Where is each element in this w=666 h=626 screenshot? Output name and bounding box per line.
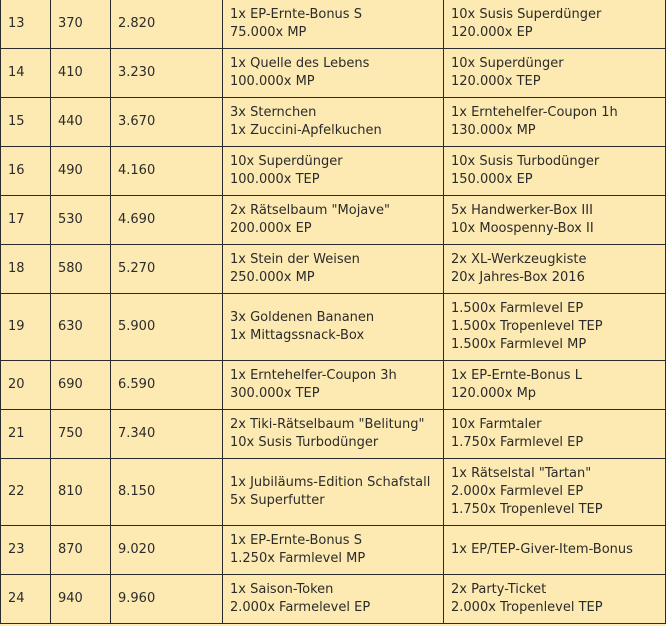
reward-2-cell	[444, 361, 666, 410]
value-b-cell: 9.020	[111, 526, 223, 575]
reward-line: 1x EP/TEP-Giver-Item-Bonus	[451, 542, 633, 557]
reward-2-cell	[444, 294, 666, 361]
reward-line: 5x Superfutter	[230, 493, 325, 508]
reward-line: 2x Party-Ticket	[451, 582, 547, 597]
level-cell: 17	[1, 196, 51, 245]
reward-line: 1x Mittagssnack-Box	[230, 328, 365, 343]
reward-2-cell	[444, 410, 666, 459]
reward-2-cell	[444, 0, 666, 49]
value-a-cell: 370	[51, 0, 111, 49]
table-row	[1, 147, 666, 196]
value-b-cell: 4.160	[111, 147, 223, 196]
level-cell: 14	[1, 49, 51, 98]
reward-line: 200.000x EP	[230, 221, 312, 236]
table-row	[1, 294, 666, 361]
reward-1-cell	[223, 294, 444, 361]
reward-2-cell	[444, 49, 666, 98]
reward-line: 150.000x EP	[451, 172, 533, 187]
reward-2-cell	[444, 196, 666, 245]
value-a-cell: 810	[51, 459, 111, 526]
reward-line: 120.000x Mp	[451, 386, 537, 401]
table-row	[1, 49, 666, 98]
reward-2-cell	[444, 526, 666, 575]
rewards-table-body	[1, 0, 666, 624]
reward-line: 10x Farmtaler	[451, 417, 542, 432]
reward-line: 2.000x Farmelevel EP	[230, 600, 371, 615]
level-cell: 23	[1, 526, 51, 575]
value-a-cell: 940	[51, 575, 111, 624]
value-b-cell: 7.340	[111, 410, 223, 459]
value-b-cell: 4.690	[111, 196, 223, 245]
reward-line: 1x Jubiläums-Edition Schafstall	[230, 475, 431, 490]
table-row	[1, 526, 666, 575]
value-b-cell: 3.230	[111, 49, 223, 98]
reward-line: 1x EP-Ernte-Bonus S	[230, 533, 362, 548]
reward-line: 120.000x EP	[451, 25, 533, 40]
reward-1-cell	[223, 526, 444, 575]
table-row	[1, 575, 666, 624]
reward-line: 1.500x Tropenlevel TEP	[451, 319, 603, 334]
reward-line: 130.000x MP	[451, 123, 536, 138]
reward-1-cell	[223, 459, 444, 526]
reward-line: 10x Superdünger	[230, 154, 343, 169]
reward-1-cell	[223, 49, 444, 98]
level-cell: 20	[1, 361, 51, 410]
value-a-cell: 530	[51, 196, 111, 245]
reward-2-cell	[444, 147, 666, 196]
table-row	[1, 361, 666, 410]
reward-line: 1x Rätselstal "Tartan"	[451, 466, 592, 481]
reward-line: 5x Handwerker-Box III	[451, 203, 593, 218]
level-cell: 16	[1, 147, 51, 196]
level-cell: 19	[1, 294, 51, 361]
reward-line: 10x Moospenny-Box II	[451, 221, 594, 236]
reward-line: 1x Erntehelfer-Coupon 3h	[230, 368, 397, 383]
reward-line: 75.000x MP	[230, 25, 307, 40]
value-a-cell: 630	[51, 294, 111, 361]
reward-2-cell	[444, 459, 666, 526]
value-a-cell: 490	[51, 147, 111, 196]
level-cell: 21	[1, 410, 51, 459]
reward-line: 2.000x Farmlevel EP	[451, 484, 584, 499]
reward-line: 1.250x Farmlevel MP	[230, 551, 366, 566]
reward-line: 2x Tiki-Rätselbaum "Belitung"	[230, 417, 425, 432]
reward-line: 1x Erntehelfer-Coupon 1h	[451, 105, 618, 120]
reward-1-cell	[223, 147, 444, 196]
reward-2-cell	[444, 245, 666, 294]
reward-line: 20x Jahres-Box 2016	[451, 270, 585, 285]
table-row	[1, 410, 666, 459]
reward-line: 250.000x MP	[230, 270, 315, 285]
value-b-cell: 2.820	[111, 0, 223, 49]
reward-line: 100.000x MP	[230, 74, 315, 89]
reward-2-cell	[444, 98, 666, 147]
reward-line: 1x Quelle des Lebens	[230, 56, 370, 71]
value-b-cell: 8.150	[111, 459, 223, 526]
reward-line: 2x Rätselbaum "Mojave"	[230, 203, 390, 218]
level-cell: 22	[1, 459, 51, 526]
reward-line: 1.750x Farmlevel EP	[451, 435, 584, 450]
value-b-cell: 9.960	[111, 575, 223, 624]
reward-1-cell	[223, 196, 444, 245]
reward-line: 2.000x Tropenlevel TEP	[451, 600, 603, 615]
level-cell: 24	[1, 575, 51, 624]
level-cell: 18	[1, 245, 51, 294]
reward-1-cell	[223, 245, 444, 294]
reward-line: 2x XL-Werkzeugkiste	[451, 252, 587, 267]
reward-line: 1x Zuccini-Apfelkuchen	[230, 123, 382, 138]
reward-line: 300.000x TEP	[230, 386, 320, 401]
table-row	[1, 245, 666, 294]
reward-line: 1x EP-Ernte-Bonus S	[230, 7, 362, 22]
reward-line: 1.500x Farmlevel MP	[451, 337, 587, 352]
reward-line: 10x Susis Turbodünger	[451, 154, 600, 169]
reward-line: 10x Susis Turbodünger	[230, 435, 379, 450]
reward-1-cell	[223, 0, 444, 49]
value-a-cell: 440	[51, 98, 111, 147]
value-b-cell: 6.590	[111, 361, 223, 410]
table-row	[1, 98, 666, 147]
reward-line: 1x Saison-Token	[230, 582, 334, 597]
reward-line: 1x Stein der Weisen	[230, 252, 360, 267]
reward-line: 10x Susis Superdünger	[451, 7, 602, 22]
reward-line: 1.750x Tropenlevel TEP	[451, 502, 603, 517]
value-b-cell: 5.270	[111, 245, 223, 294]
level-cell: 15	[1, 98, 51, 147]
reward-line: 3x Sternchen	[230, 105, 317, 120]
value-a-cell: 410	[51, 49, 111, 98]
reward-1-cell	[223, 98, 444, 147]
reward-line: 10x Superdünger	[451, 56, 564, 71]
reward-line: 3x Goldenen Bananen	[230, 310, 375, 325]
reward-2-cell	[444, 575, 666, 624]
reward-1-cell	[223, 410, 444, 459]
value-a-cell: 690	[51, 361, 111, 410]
value-b-cell: 3.670	[111, 98, 223, 147]
level-cell: 13	[1, 0, 51, 49]
value-a-cell: 870	[51, 526, 111, 575]
reward-1-cell	[223, 575, 444, 624]
reward-line: 100.000x TEP	[230, 172, 320, 187]
table-row	[1, 196, 666, 245]
reward-line: 120.000x TEP	[451, 74, 541, 89]
value-b-cell: 5.900	[111, 294, 223, 361]
reward-line: 1.500x Farmlevel EP	[451, 301, 584, 316]
value-a-cell: 580	[51, 245, 111, 294]
reward-line: 1x EP-Ernte-Bonus L	[451, 368, 582, 383]
value-a-cell: 750	[51, 410, 111, 459]
table-row	[1, 459, 666, 526]
reward-1-cell	[223, 361, 444, 410]
table-row	[1, 0, 666, 49]
